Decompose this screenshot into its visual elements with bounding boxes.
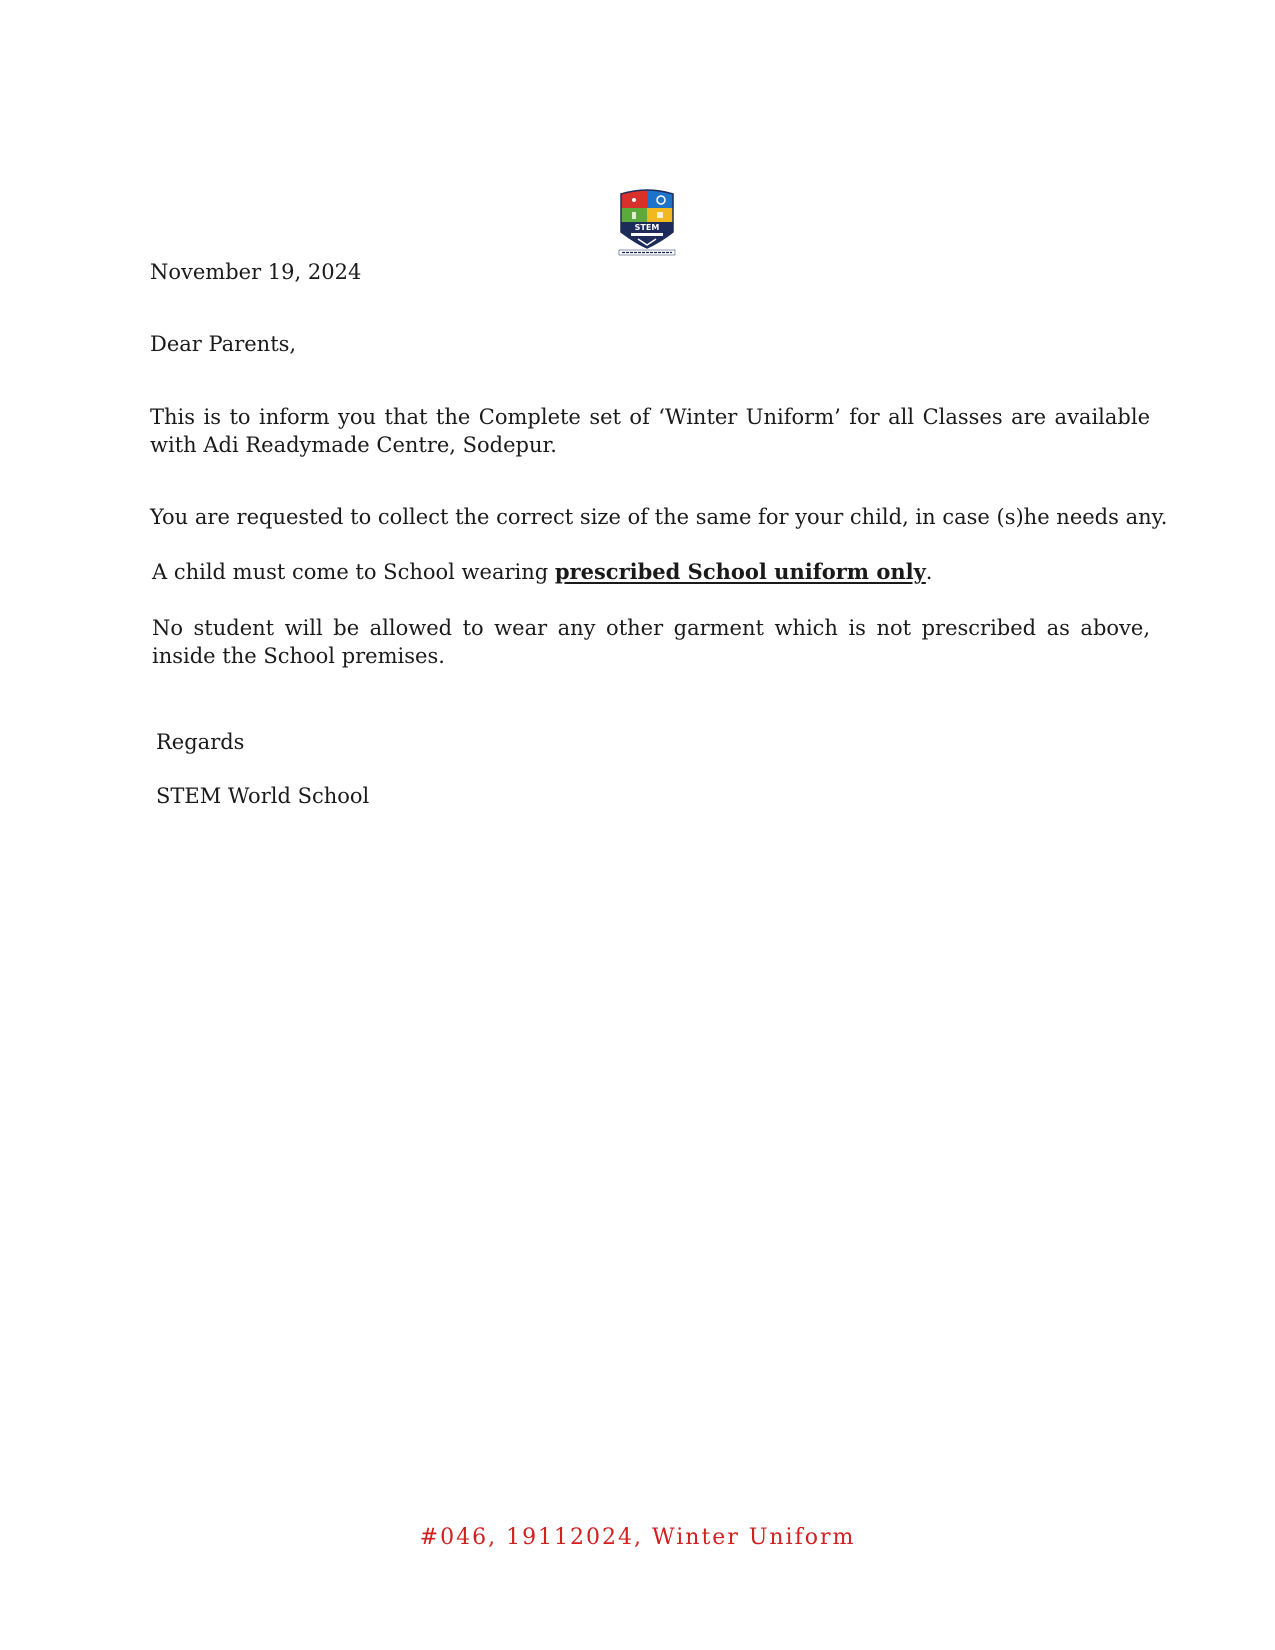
letter-date: November 19, 2024 xyxy=(150,260,362,284)
closing: Regards xyxy=(156,730,245,754)
uniform-rule-text: A child must come to School wearing xyxy=(152,560,555,584)
uniform-rule-emphasis: prescribed School uniform only xyxy=(554,559,926,584)
stem-world-school-crest-icon xyxy=(618,186,676,256)
paragraph-collect-size: You are requested to collect the correct size of the same for your child, in case (s)he needs any. xyxy=(150,505,1168,529)
paragraph-garment-restriction: No student will be allowed to wear any other garment which is not prescribed as above, inside the School premises. xyxy=(152,616,1150,668)
paragraph-uniform-rule xyxy=(152,558,932,586)
footer-reference: #046, 19112024, Winter Uniform xyxy=(419,1525,856,1550)
paragraph-availability: This is to inform you that the Complete set of ‘Winter Uniform’ for all Classes are available with Adi Readymade Centre, Sodepur. xyxy=(150,405,1150,457)
uniform-rule-period: . xyxy=(925,560,933,584)
svg-text:STEM: STEM xyxy=(634,223,660,232)
signature: STEM World School xyxy=(156,784,370,808)
salutation: Dear Parents, xyxy=(150,332,297,356)
